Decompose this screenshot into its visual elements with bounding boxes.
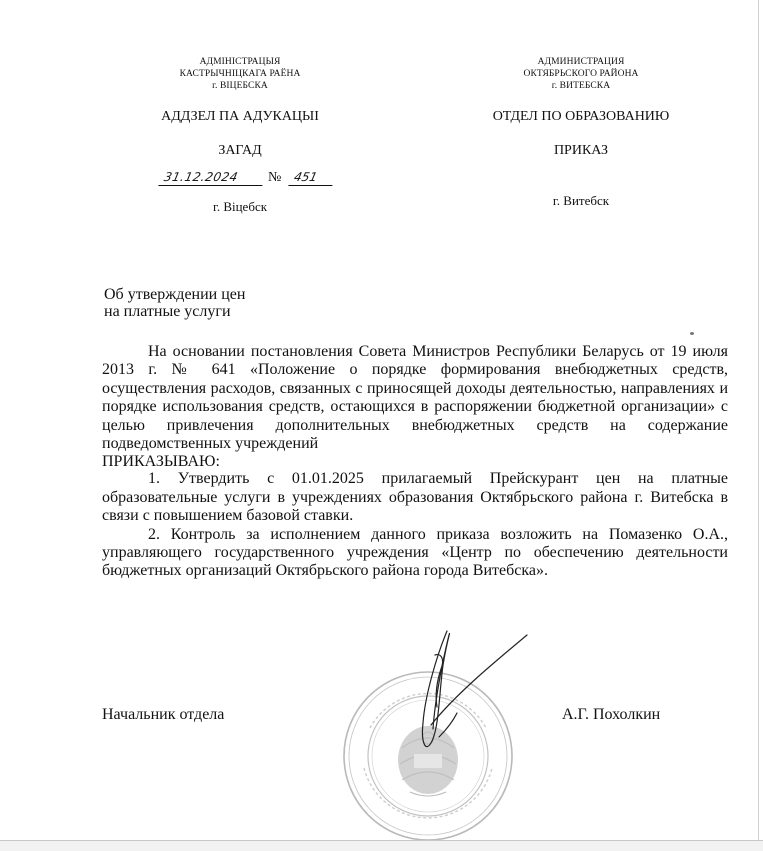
handwritten-signature-icon <box>395 625 545 765</box>
viewer-background <box>0 841 763 851</box>
city-right: г. Витебск <box>552 193 610 208</box>
header-right-line1: АДМИНИСТРАЦИЯ <box>537 57 625 67</box>
header-left-line3: г. ВІЦЕБСКА <box>212 81 268 91</box>
document-number: 451 <box>288 170 335 186</box>
page-right-edge <box>758 0 759 851</box>
order-item-2: 2. Контроль за исполнением данного приказа возложить на Помазенко О.А., управляющего государственного учреждения «Центр по обеспечению деятельности бюджетных организаций Октябрьского района города Витебска». <box>102 525 728 580</box>
signature-name: А.Г. Похолкин <box>562 706 661 723</box>
order-item-1: 1. Утвердить с 01.01.2025 прилагаемый Прейскурант цен на платные образовательные услуги в учреждениях образования Октябрьского района г. Витебска в связи с повышением базовой ставки. <box>102 470 728 525</box>
header-left-department: АДДЗЕЛ ПА АДУКАЦЫІ <box>161 109 319 124</box>
signature-position: Начальник отдела <box>102 706 225 723</box>
scan-speck <box>690 332 694 335</box>
document-date: 31.12.2024 <box>158 170 265 186</box>
header-right-doc-type: ПРИКАЗ <box>553 143 609 158</box>
document-title <box>104 286 245 320</box>
city-left: г. Віцебск <box>212 199 268 214</box>
header-left <box>140 56 340 160</box>
header-left-line2: КАСТРЫЧНІЦКАГА РАЁНА <box>179 69 301 79</box>
number-sign: № <box>268 170 282 185</box>
title-line2: на платные услуги <box>104 303 231 320</box>
header-left-line1: АДМІНІСТРАЦЫЯ <box>199 57 281 67</box>
date-number-line <box>156 172 336 192</box>
preamble-paragraph: На основании постановления Совета Министров Республики Беларусь от 19 июля 2013 г. № 641 «Положение о порядке формирования внебюджетных средств, осуществления расходов, связанных с приносящей доходы деятельностью, направлениях и порядке использования средств, остающихся в распоряжении бюджетной организации» с целью привлечения дополнительных внебюджетных средств на содержание подведомственных учреждений <box>102 343 728 453</box>
header-left-doc-type: ЗАГАД <box>218 143 262 158</box>
document-body <box>102 343 728 581</box>
header-right-department: ОТДЕЛ ПО ОБРАЗОВАНИЮ <box>492 109 670 124</box>
title-line1: Об утверждении цен <box>104 286 246 303</box>
header-right <box>480 56 682 160</box>
header-right-line2: ОКТЯБРЬСКОГО РАЙОНА <box>523 69 639 79</box>
header-right-line3: г. ВИТЕБСКА <box>551 81 611 91</box>
order-word: ПРИКАЗЫВАЮ: <box>102 453 220 471</box>
